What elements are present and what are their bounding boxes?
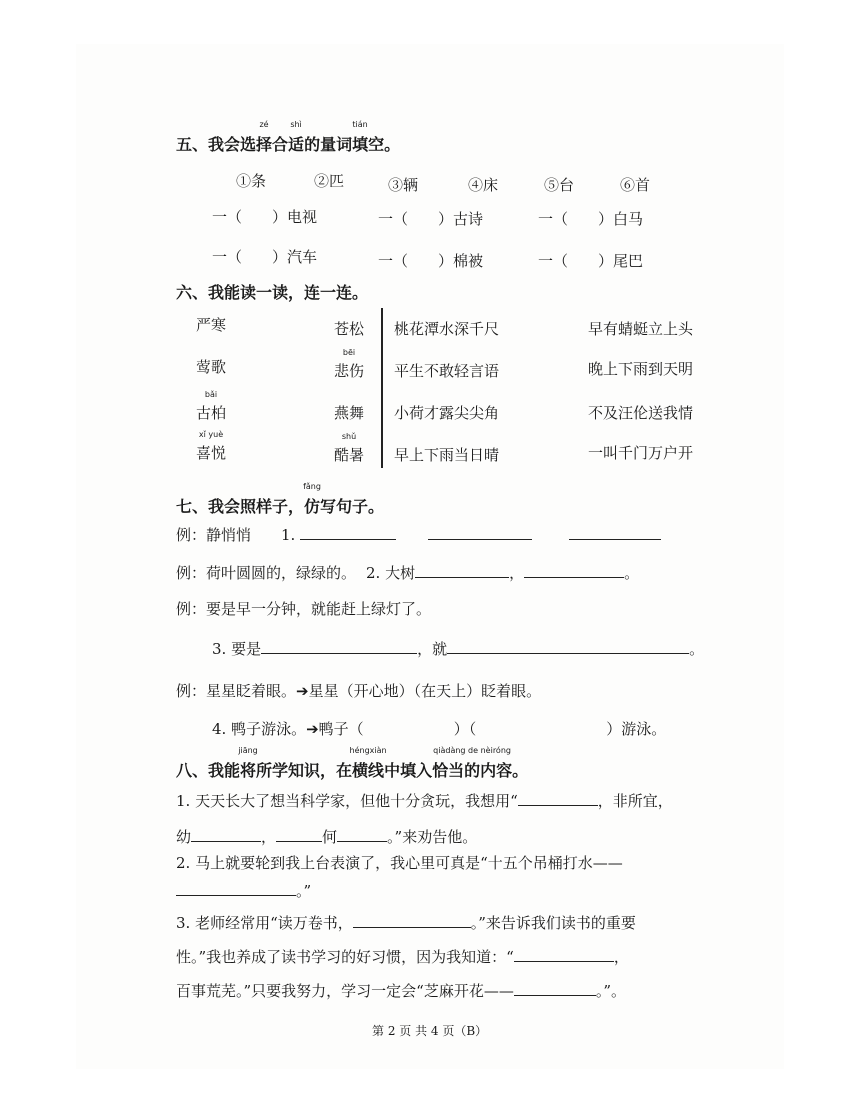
blank-tail[interactable]: 一（ ）尾巴 xyxy=(538,252,644,270)
answer-line[interactable] xyxy=(514,947,614,962)
answer-line[interactable] xyxy=(518,791,598,806)
section-5-title: 五、我会选 zé 择合 shì 适的量词 tián 填空。 xyxy=(176,120,401,154)
arrow-icon: ➔ xyxy=(296,682,309,700)
divider-line xyxy=(381,308,383,468)
section-7-title: 七、我会照样子， fǎng 仿写句子。 xyxy=(176,482,385,516)
poem-b-2: 晚上下雨到天明 xyxy=(588,360,694,378)
word-b-4: shǔ 酷暑 xyxy=(334,432,365,464)
blank-car[interactable]: 一（ ）汽车 xyxy=(212,248,318,266)
poem-a-1: 桃花潭水深千尺 xyxy=(394,320,500,338)
blank-quilt[interactable]: 一（ ）棉被 xyxy=(378,252,484,270)
answer-line[interactable] xyxy=(191,827,261,842)
poem-a-2: 平生不敢轻言语 xyxy=(394,362,500,380)
answer-line[interactable] xyxy=(337,827,387,842)
option-2: ②匹 xyxy=(314,172,345,190)
option-3: ③辆 xyxy=(388,176,419,194)
answer-line[interactable] xyxy=(276,827,322,842)
blank-poem[interactable]: 一（ ）古诗 xyxy=(378,210,484,228)
page-footer: 第 2 页 共 4 页（B） xyxy=(372,1024,488,1038)
word-a-4: xǐ yuè 喜悦 xyxy=(196,430,227,462)
poem-b-1: 早有蜻蜓立上头 xyxy=(588,320,694,338)
word-b-1: 苍松 xyxy=(334,320,365,338)
example-3: 例：要是早一分钟，就能赶上绿灯了。 xyxy=(176,600,432,618)
q8-1-line1: 1. 天天长大了想当科学家，但他十分贪玩，我想用“ ，非所宜， xyxy=(176,792,673,810)
question-3: 3. 要是 ，就 。 xyxy=(212,640,705,658)
blank-tv[interactable]: 一（ ）电视 xyxy=(212,208,318,226)
answer-line[interactable] xyxy=(353,913,471,928)
section-8-title: 八、我能 jiāng 将所学知识，在 héngxiàn 横线中填入 qiàdàng de nèiróng 恰当的内容。 xyxy=(176,746,529,780)
example-1: 例：静悄悄 1. xyxy=(176,524,661,545)
poem-b-4: 一叫千门万户开 xyxy=(588,444,694,462)
option-6: ⑥首 xyxy=(620,176,651,194)
q8-3-line1: 3. 老师经常用“读万卷书， 。”来告诉我们读书的重要 xyxy=(176,914,636,932)
section-6-title: 六、我能读一读，连一连。 xyxy=(176,283,369,302)
option-5: ⑤台 xyxy=(544,176,575,194)
q8-2-line2: 。” xyxy=(176,880,311,901)
poem-b-3: 不及汪伦送我情 xyxy=(588,404,694,422)
word-a-1: 严寒 xyxy=(196,316,227,334)
poem-a-4: 早上下雨当日晴 xyxy=(394,446,500,464)
arrow-icon: ➔ xyxy=(306,720,319,738)
answer-line[interactable] xyxy=(428,525,532,540)
word-a-2: 莺歌 xyxy=(196,358,227,376)
answer-line[interactable] xyxy=(415,563,509,578)
question-4: 4. 鸭子游泳。➔鸭子（ ）（ ）游泳。 xyxy=(212,720,667,738)
answer-line[interactable] xyxy=(447,639,689,654)
q8-2-line1: 2. 马上就要轮到我上台表演了，我心里可真是“十五个吊桶打水—— xyxy=(176,854,623,872)
answer-line[interactable] xyxy=(569,525,661,540)
option-1: ①条 xyxy=(236,172,267,190)
example-2: 例：荷叶圆圆的，绿绿的。 2. 大树 ， 。 xyxy=(176,564,640,582)
answer-line[interactable] xyxy=(514,981,596,996)
q8-1-line2: 幼 ， 何 。”来劝告他。 xyxy=(176,828,478,846)
answer-line[interactable] xyxy=(524,563,624,578)
answer-line[interactable] xyxy=(176,881,296,896)
blank-horse[interactable]: 一（ ）白马 xyxy=(538,210,644,228)
example-4: 例：星星眨着眼。➔星星（开心地）（在天上）眨着眼。 xyxy=(176,682,542,700)
option-4: ④床 xyxy=(468,176,499,194)
word-b-3: 燕舞 xyxy=(334,404,365,422)
poem-a-3: 小荷才露尖尖角 xyxy=(394,404,500,422)
answer-line[interactable] xyxy=(300,525,396,540)
answer-line[interactable] xyxy=(261,639,417,654)
word-b-2: bēi 悲伤 xyxy=(334,348,365,380)
q8-3-line3: 百事荒芜。”只要我努力，学习一定会“芝麻开花—— 。”。 xyxy=(176,982,627,1000)
q8-3-line2: 性。”我也养成了读书学习的好习惯，因为我知道：“ ， xyxy=(176,948,629,966)
word-a-3: bǎi 古柏 xyxy=(196,390,227,422)
